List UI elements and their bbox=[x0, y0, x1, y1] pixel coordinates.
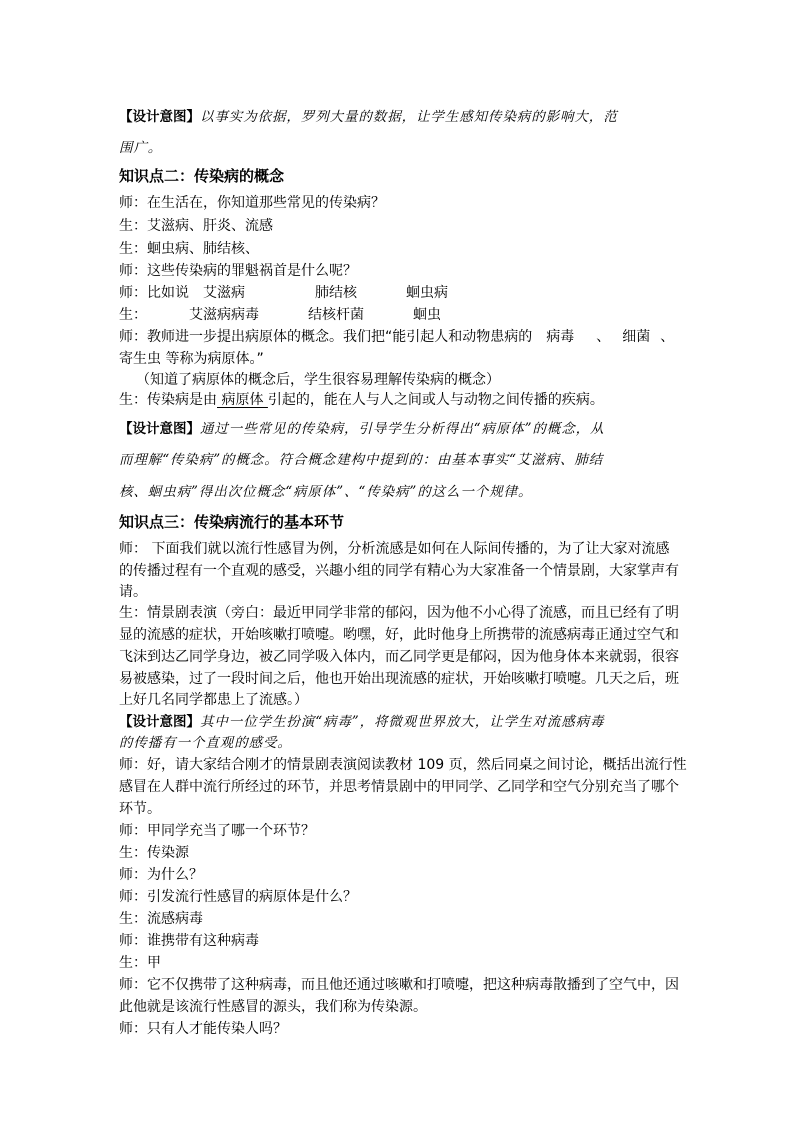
discussion-line: 感冒在人群中流行所经过的环节，并思考情景剧中的甲同学、乙同学和空气分别充当了哪个 bbox=[119, 779, 679, 795]
drama-line: 易被感染，过了一段时间之后，他也开始出现流感的症状，开始咳嗽打喷嚏。几天之后，班 bbox=[119, 671, 679, 687]
section-heading-kp3: 知识点三：传染病流行的基本环节 bbox=[119, 513, 345, 531]
concept-line-2: 寄生虫 等称为病原体。” bbox=[119, 351, 264, 367]
section-heading-kp2: 知识点二：传染病的概念 bbox=[119, 167, 285, 185]
design-intent-2-line-3: 核、蛔虫病”得出次位概念“病原体”、“传染病”的这么一个规律。 bbox=[119, 484, 533, 500]
concept-line-1: 师：教师进一步提出病原体的概念。我们把“能引起人和动物患病的 病毒 、 细菌 、 bbox=[119, 329, 675, 345]
discussion-line: 师：它不仅携带了这种病毒，而且他还通过咳嗽和打喷嚏，把这种病毒散播到了空气中，因 bbox=[119, 977, 679, 993]
compare-row-diseases: 师：比如说 艾滋病 肺结核 蛔虫病 bbox=[119, 285, 448, 301]
pathogen-hiv: 艾滋病病毒 bbox=[189, 307, 259, 323]
dialog-line: 师：在生活在，你知道那些常见的传染病？ bbox=[119, 195, 385, 211]
design-intent-tag: 【设计意图】 bbox=[119, 714, 200, 730]
design-intent-tag: 【设计意图】 bbox=[119, 421, 200, 437]
discussion-line: 生：流感病毒 bbox=[119, 911, 203, 927]
discussion-line: 环节。 bbox=[119, 801, 161, 817]
discussion-line: 生：甲 bbox=[119, 955, 161, 971]
concept-note: （知道了病原体的概念后，学生很容易理解传染病的概念） bbox=[136, 372, 500, 388]
intro-line: 的传播过程有一个直观的感受，兴趣小组的同学有精心为大家准备一个情景剧，大家掌声有 bbox=[119, 563, 679, 579]
drama-line: 飞沫到达乙同学身边，被乙同学吸入体内，而乙同学更是郁闷，因为他身体本来就弱，很容 bbox=[119, 649, 679, 665]
intro-line: 请。 bbox=[119, 584, 147, 600]
pathogen-roundworm: 蛔虫 bbox=[413, 307, 441, 323]
design-intent-tag: 【设计意图】 bbox=[119, 109, 200, 125]
disease-tb: 肺结核 bbox=[315, 285, 357, 301]
dialog-line: 师：这些传染病的罪魁祸首是什么呢？ bbox=[119, 263, 357, 279]
drama-line: 上好几名同学都患上了流感。） bbox=[119, 692, 308, 708]
compare-row-pathogens: 生： 艾滋病病毒 结核杆菌 蛔虫 bbox=[119, 307, 441, 323]
design-intent-2-line-1: 【设计意图】通过一些常见的传染病，引导学生分析得出“病原体”的概念，从 bbox=[119, 421, 605, 437]
disease-aids: 艾滋病 bbox=[203, 285, 245, 301]
discussion-line: 此他就是该流行性感冒的源头，我们称为传染源。 bbox=[119, 999, 427, 1015]
design-intent-3-line-1: 【设计意图】其中一位学生扮演“病毒”，将微观世界放大，让学生对流感病毒 bbox=[119, 714, 605, 730]
discussion-line: 师：甲同学充当了哪一个环节？ bbox=[119, 823, 315, 839]
design-intent-2-line-2: 而理解“传染病”的概念。符合概念建构中提到的：由基本事实“艾滋病、肺结 bbox=[119, 452, 604, 468]
concept-definition: 生：传染病是由 病原体 引起的，能在人与人之间或人与动物之间传播的疾病。 bbox=[119, 392, 604, 408]
design-intent-3-line-2: 的传播有一个直观的感受。 bbox=[119, 735, 292, 751]
discussion-line: 师：好，请大家结合刚才的情景剧表演阅读教材 109 页，然后同桌之间讨论，概括出流行性 bbox=[119, 757, 687, 773]
pathogen-tb-bacillus: 结核杆菌 bbox=[308, 307, 364, 323]
discussion-line: 师：谁携带有这种病毒 bbox=[119, 933, 259, 949]
answer-blank: 病原体 bbox=[217, 392, 268, 408]
dialog-line: 生：蛔虫病、肺结核、 bbox=[119, 241, 259, 257]
dialog-line: 生：艾滋病、肝炎、流感 bbox=[119, 218, 273, 234]
discussion-line: 生：传染源 bbox=[119, 845, 189, 861]
design-intent-1-line-2: 围广。 bbox=[119, 140, 163, 156]
disease-ascariasis: 蛔虫病 bbox=[406, 285, 448, 301]
drama-line: 显的流感的症状，开始咳嗽打喷嚏。哟嘿，好，此时他身上所携带的流感病毒正通过空气和 bbox=[119, 627, 679, 643]
design-intent-1-line-1: 【设计意图】以事实为依据，罗列大量的数据，让学生感知传染病的影响大，范 bbox=[119, 109, 618, 125]
drama-line: 生：情景剧表演（旁白：最近甲同学非常的郁闷，因为他不小心得了流感，而且已经有了明 bbox=[119, 605, 679, 621]
intro-line: 师： 下面我们就以流行性感冒为例，分析流感是如何在人际间传播的，为了让大家对流感 bbox=[119, 541, 670, 557]
discussion-line: 师：为什么？ bbox=[119, 867, 203, 883]
discussion-line: 师：只有人才能传染人吗？ bbox=[119, 1021, 287, 1037]
discussion-line: 师：引发流行性感冒的病原体是什么？ bbox=[119, 889, 357, 905]
